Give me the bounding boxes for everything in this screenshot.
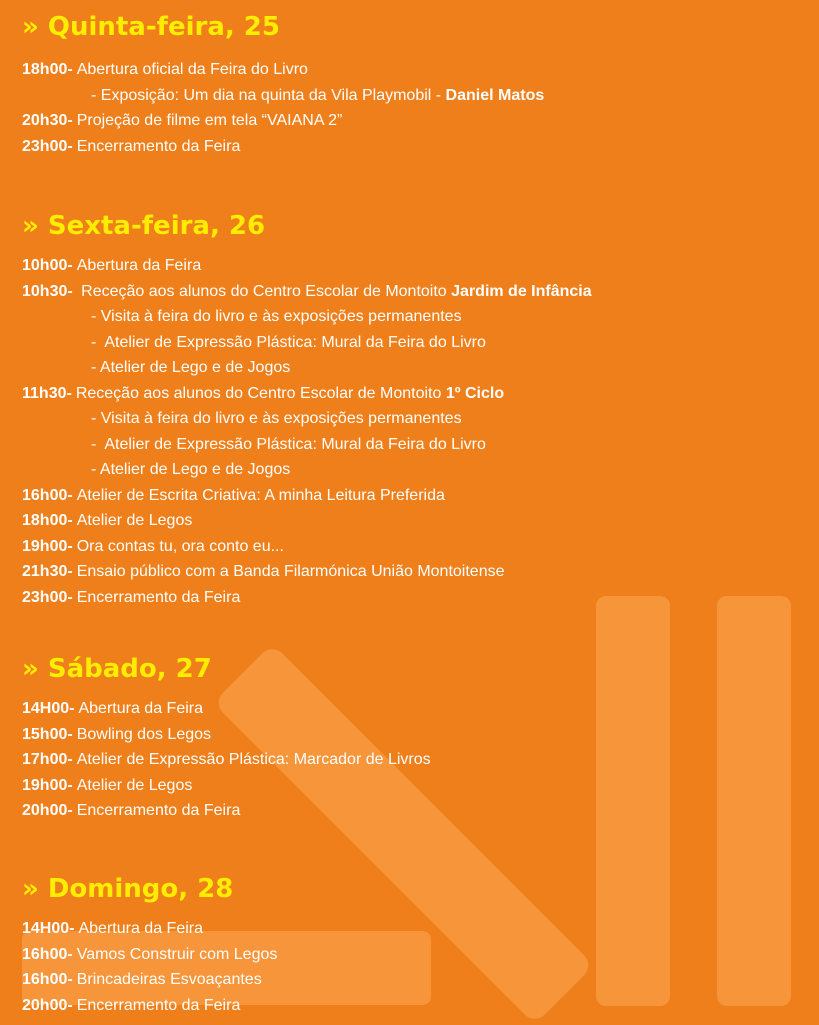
day-heading: » Sexta-feira, 26 [22,211,266,241]
day-heading: » Sábado, 27 [22,654,212,684]
event-time: 19h00 [22,776,68,794]
time-separator: - [67,112,73,129]
event-time: 16h00 [22,971,68,988]
schedule-item [22,253,592,279]
day-entries [22,916,277,1018]
time-separator: - [69,700,75,717]
schedule-item [22,457,592,483]
schedule-item [22,722,431,748]
schedule-item [22,279,592,305]
event-time: 16h00 [22,945,68,963]
event-description: Ora contas tu, ora conto eu... [76,537,284,555]
schedule-item [22,942,277,968]
schedule-item [22,108,544,134]
schedule-item [22,773,431,799]
event-time: 17h00 [22,751,68,768]
day-entries [22,253,592,610]
event-time: 20h30 [22,112,68,129]
event-description: Receção aos alunos do Centro Escolar de Montoito [76,282,452,300]
schedule-item [22,559,592,585]
time-separator: - [67,282,73,300]
event-description: Atelier de Expressão Plástica: Marcador de Livros [76,751,431,768]
event-description: - Exposição: Um dia na quinta da Vila Playmobil - [91,86,446,104]
schedule-item [22,696,431,722]
schedule-item [22,798,431,824]
event-highlight: 1º Ciclo [445,384,505,402]
time-separator: - [67,945,73,963]
event-description: Abertura da Feira [78,920,203,937]
event-description: - Atelier de Lego e de Jogos [91,359,291,376]
event-time: 21h30 [22,563,68,580]
event-description: Ensaio público com a Banda Filarmónica União Montoitense [76,563,505,580]
event-description: Brincadeiras Esvoaçantes [76,971,262,988]
event-description: Receção aos alunos do Centro Escolar de Montoito [75,384,446,402]
schedule-item [22,747,431,773]
time-separator: - [67,802,73,819]
schedule-item [22,355,592,381]
event-description: Abertura oficial da Feira do Livro [76,61,308,78]
time-separator: - [67,486,73,504]
schedule-item [22,508,592,534]
time-separator: - [67,725,73,743]
event-description: Atelier de Legos [76,512,193,529]
time-separator: - [67,563,73,580]
event-time: 15h00 [22,725,68,743]
event-time: 14H00 [22,700,70,717]
event-time: 11h30 [22,384,67,402]
day-entries [22,696,431,824]
schedule-item [22,134,544,160]
event-highlight: Jardim de Infância [451,282,592,300]
schedule-item [22,432,592,458]
time-separator: - [66,384,72,402]
event-description: Atelier de Legos [76,776,193,794]
time-separator: - [67,751,73,768]
event-time: 23h00 [22,588,68,606]
time-separator: - [67,61,73,78]
event-description: - Visita à feira do livro e às exposições permanentes [91,308,462,325]
event-description: Encerramento da Feira [76,137,241,155]
event-time: 19h00 [22,537,68,555]
event-description: Abertura da Feira [78,700,203,717]
event-description: - Visita à feira do livro e às exposições permanentes [91,410,462,427]
event-description: Vamos Construir com Legos [76,945,278,963]
schedule-item [22,83,544,109]
event-time: 16h00 [22,486,68,504]
time-separator: - [67,971,73,988]
event-description: Abertura da Feira [76,257,202,274]
event-time: 20h00 [22,996,68,1014]
time-separator: - [67,588,73,606]
event-highlight: Daniel Matos [445,86,545,104]
event-time: 20h00 [22,802,68,819]
event-description: - Atelier de Lego e de Jogos [91,461,291,478]
schedule-item [22,585,592,611]
event-time: 14H00 [22,920,70,937]
schedule-item [22,406,592,432]
schedule-item [22,916,277,942]
day-heading: » Domingo, 28 [22,874,234,904]
time-separator: - [67,257,73,274]
schedule-item [22,993,277,1019]
schedule-item [22,304,592,330]
event-time: 10h00 [22,257,68,274]
time-separator: - [67,776,73,794]
event-time: 23h00 [22,137,68,155]
schedule-item [22,967,277,993]
day-entries [22,57,544,159]
schedule-item [22,534,592,560]
schedule-item [22,330,592,356]
event-description: Atelier de Escrita Criativa: A minha Leitura Preferida [76,486,445,504]
event-description: Bowling dos Legos [76,725,212,743]
schedule-item [22,483,592,509]
time-separator: - [67,137,73,155]
time-separator: - [67,996,73,1014]
time-separator: - [67,537,73,555]
time-separator: - [67,512,73,529]
event-description: Encerramento da Feira [76,588,241,606]
time-separator: - [69,920,75,937]
event-time: 18h00 [22,61,68,78]
schedule-item [22,57,544,83]
day-heading: » Quinta-feira, 25 [22,12,280,42]
event-description: - Atelier de Expressão Plástica: Mural da Feira do Livro [91,435,486,453]
event-description: Encerramento da Feira [76,802,241,819]
event-description: Projeção de filme em tela “VAIANA 2” [76,112,343,129]
event-time: 10h30 [22,282,68,300]
event-description: Encerramento da Feira [76,996,241,1014]
event-description: - Atelier de Expressão Plástica: Mural da Feira do Livro [91,333,486,351]
schedule-item [22,381,592,407]
event-time: 18h00 [22,512,68,529]
